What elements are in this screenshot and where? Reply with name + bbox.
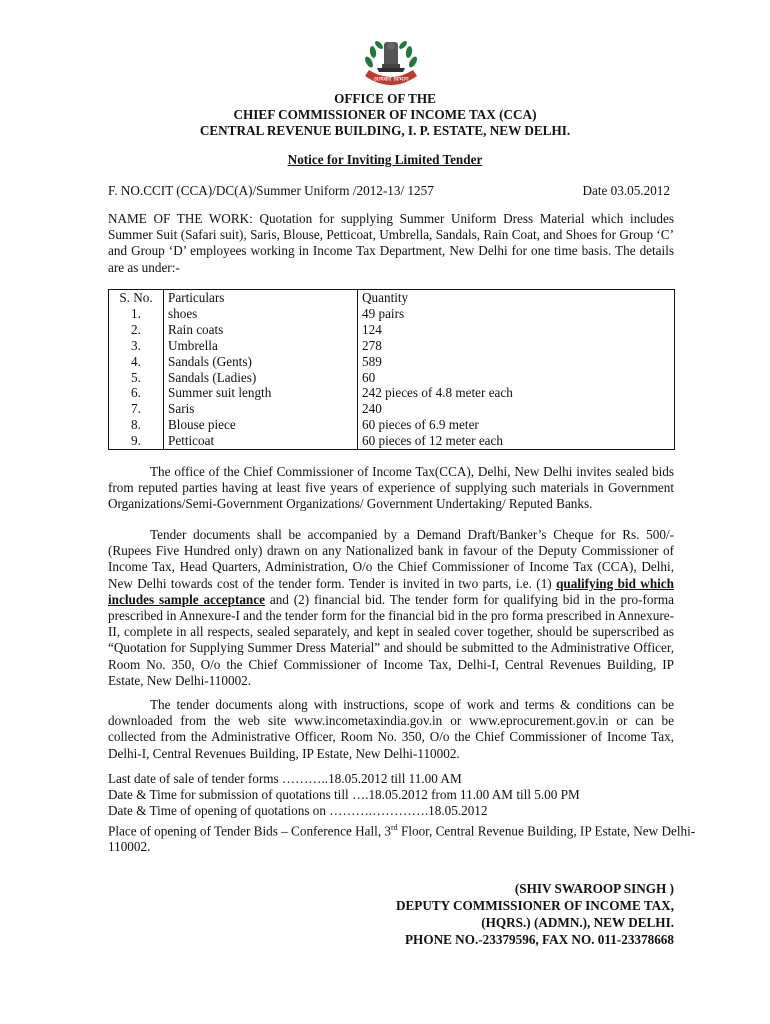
quantity-cell: Quantity (358, 290, 675, 306)
quantity-cell: 124 (358, 322, 675, 338)
serial-number-cell: 7. (109, 401, 164, 417)
svg-text:आयकर विभाग: आयकर विभाग (373, 75, 409, 83)
table-row (109, 354, 675, 370)
name-of-work: NAME OF THE WORK: Quotation for supplying Summer Uniform Dress Material which includes Summer Suit (Safari suit), Saris, Blouse, Petticoat, Umbrella, Sandals, Rain Coat, and Shoes for Group ‘C’ and Group ‘D’ employees working in Income Tax Department, New Delhi for one time basis. The details are as under:- (108, 211, 674, 275)
header-line-3: CENTRAL REVENUE BUILDING, I. P. ESTATE, NEW DELHI. (199, 123, 571, 138)
serial-number-cell: 9. (109, 433, 164, 449)
schedule-opening-place (108, 820, 698, 856)
paragraph-download: The tender documents along with instructions, scope of work and terms & conditions can be downloaded from the web site www.incometaxindia.gov.in or www.eprocurement.gov.in or can be collected from the Administrative Officer, Room No. 350, O/o the Chief Commissioner of Income Tax, Delhi-I, Central Revenues Building, IP Estate, New Delhi-110002. (108, 697, 674, 761)
items-table (108, 289, 675, 450)
table-row (109, 370, 675, 386)
serial-number-cell: 1. (109, 306, 164, 322)
para2-text-1: Tender documents shall be accompanied by a Demand Draft/Banker’s Cheque for Rs. 500/- (Rupees Five Hundred only) drawn on any Nationalized bank in favour of the Deputy Commissioner of Income Tax, Head Quarters, Administration, O/o the Chief Commissioner of Income Tax (CCA), Delhi, New Delhi towards cost of the tender form. Tender is invited in two parts, i.e. (1) (108, 527, 674, 591)
table-header-row (109, 290, 675, 306)
schedule-opening-date: Date & Time of opening of quotations on ……….………….18.05.2012 (108, 803, 488, 819)
qualifying-bid-emphasis: qualifying bid which includes sample acceptance (108, 575, 674, 607)
paragraph-invitation: The office of the Chief Commissioner of Income Tax(CCA), Delhi, New Delhi invites sealed bids from reputed parties having at least five years of experience of supplying such materials in Government Organizations/Semi-Government Organizations/ Government Undertaking/ Reputed Banks. (108, 464, 674, 512)
quantity-cell: 60 pieces of 12 meter each (358, 433, 675, 449)
quantity-cell: 49 pairs (358, 306, 675, 322)
particulars-cell: Particulars (164, 290, 358, 306)
schedule-submission-date: Date & Time for submission of quotations till ….18.05.2012 from 11.00 AM till 5.00 PM (108, 787, 580, 803)
serial-number-cell: 6. (109, 385, 164, 401)
para2-text-2: and (2) financial bid. The tender form for qualifying bid in the pro-forma prescribed in Annexure-I and the tender form for the financial bid in the pro forma prescribed in Annexure-II, complete in all respects, sealed separately, and kept in sealed cover together, should be superscribed as “Quotation for Supplying Summer Dress Material” and should be submitted to the Administrative Officer, Room No. 350, O/o the Chief Commissioner of Income Tax, Delhi-I, Central Revenues Building, IP Estate, New Delhi-110002. (108, 591, 675, 688)
quantity-cell: 242 pieces of 4.8 meter each (358, 385, 675, 401)
particulars-cell: Summer suit length (164, 385, 358, 401)
ordinal-suffix: rd (391, 822, 398, 832)
table-row (109, 433, 675, 449)
particulars-cell: shoes (164, 306, 358, 322)
table-row (109, 322, 675, 338)
serial-number-cell: 3. (109, 338, 164, 354)
signatory-contact: PHONE NO.-23379596, FAX NO. 011-23378668 (405, 932, 674, 947)
file-number: F. NO.CCIT (CCA)/DC(A)/Summer Uniform /2012-13/ 1257 (108, 183, 434, 198)
income-tax-emblem-icon (355, 36, 427, 92)
serial-number-cell: 8. (109, 417, 164, 433)
particulars-cell: Sandals (Gents) (164, 354, 358, 370)
office-header (0, 91, 770, 139)
particulars-cell: Umbrella (164, 338, 358, 354)
signatory-office: (HQRS.) (ADMN.), NEW DELHI. (481, 915, 674, 930)
opening-place-text-2: Floor, Central Revenue Building, IP Estate, New Delhi-110002. (108, 823, 696, 855)
header-line-2: CHIEF COMMISSIONER OF INCOME TAX (CCA) (233, 107, 537, 122)
table-row (109, 306, 675, 322)
signatory-name: (SHIV SWAROOP SINGH ) (514, 881, 674, 896)
particulars-cell: Petticoat (164, 433, 358, 449)
file-number-line (108, 183, 674, 199)
quantity-cell: 60 pieces of 6.9 meter (358, 417, 675, 433)
serial-number-cell: 2. (109, 322, 164, 338)
table-row (109, 417, 675, 433)
particulars-cell: Saris (164, 401, 358, 417)
opening-place-text: Place of opening of Tender Bids – Conference Hall, 3 (108, 823, 392, 838)
particulars-cell: Rain coats (164, 322, 358, 338)
notice-title: Notice for Inviting Limited Tender (287, 152, 483, 167)
signatory-designation: DEPUTY COMMISSIONER OF INCOME TAX, (395, 898, 674, 913)
particulars-cell: Sandals (Ladies) (164, 370, 358, 386)
table-row (109, 401, 675, 417)
notice-date: Date 03.05.2012 (582, 183, 670, 198)
paragraph-tender-documents (108, 527, 674, 689)
schedule-sale-date: Last date of sale of tender forms ………..18.05.2012 till 11.00 AM (108, 771, 462, 786)
signature-block (380, 880, 674, 948)
serial-number-cell: 5. (109, 370, 164, 386)
quantity-cell: 60 (358, 370, 675, 386)
serial-number-cell: 4. (109, 354, 164, 370)
quantity-cell: 278 (358, 338, 675, 354)
table-row (109, 338, 675, 354)
particulars-cell: Blouse piece (164, 417, 358, 433)
quantity-cell: 589 (358, 354, 675, 370)
table-row (109, 385, 675, 401)
tender-schedule (108, 771, 708, 855)
header-line-1: OFFICE OF THE (334, 91, 436, 106)
quantity-cell: 240 (358, 401, 675, 417)
serial-number-cell: S. No. (109, 290, 164, 306)
